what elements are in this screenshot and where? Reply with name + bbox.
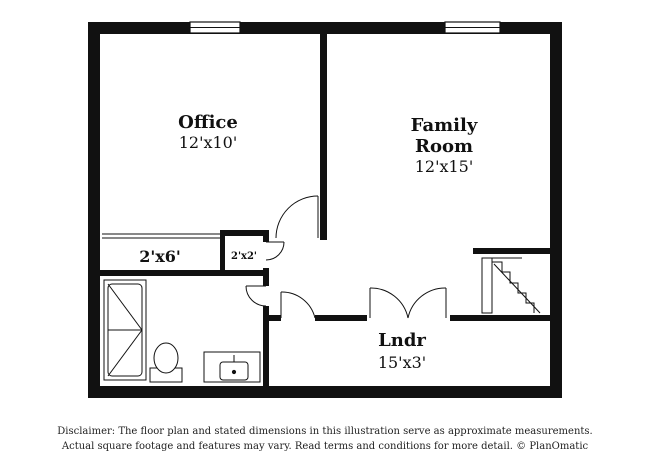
family-room-dims: 12'x15': [414, 157, 474, 176]
sink-vanity: [204, 352, 260, 382]
door-laundry-left: [281, 292, 315, 318]
family-room-name-line1: Family: [410, 115, 478, 136]
laundry-name: Lndr: [378, 330, 426, 351]
door-office: [276, 196, 318, 238]
window-family-room: [445, 22, 500, 33]
interior-walls: [100, 34, 550, 386]
door-laundry-bifold: [370, 288, 446, 318]
toilet: [150, 343, 182, 382]
stairs: [482, 258, 540, 313]
closet-rod: [102, 234, 220, 238]
disclaimer: [0, 424, 650, 454]
door-small-closet: [266, 242, 284, 260]
disclaimer-line-1: Disclaimer: The floor plan and stated dimensions in this illustration serve as approximate measurements.: [57, 426, 593, 437]
family-room-name-line2: Room: [414, 136, 474, 157]
bathtub: [104, 280, 146, 380]
door-bathroom: [246, 286, 266, 306]
closet-small-dims: 2'x2': [230, 251, 258, 262]
office-dims: 12'x10': [178, 133, 238, 152]
closet-large-dims: 2'x6': [139, 247, 181, 266]
window-office: [190, 22, 240, 33]
laundry-dims: 15'x3': [377, 353, 427, 372]
disclaimer-line-2: Actual square footage and features may vary. Read terms and conditions for more detail. © PlanOmatic: [61, 441, 589, 452]
office-name: Office: [178, 112, 238, 133]
